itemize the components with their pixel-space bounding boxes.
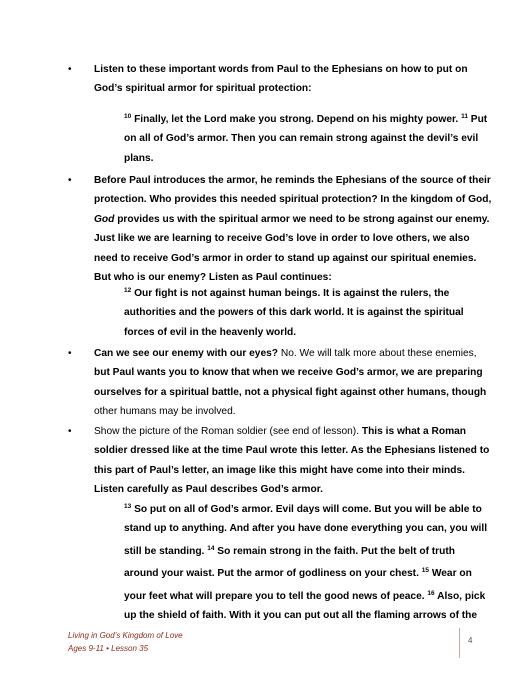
quote-1-text-a: Finally, let the Lord make you strong. Depend on his mighty power. [131,114,462,125]
paragraph-3 [94,344,486,422]
verse-number-11: 11 [461,113,468,120]
paragraph-3-answer: No. We will talk more about these enemies, [280,348,477,359]
paragraph-3-line-2: but Paul wants you to know that when we receive God’s armor, we are preparing [94,367,483,379]
paragraph-1-line-1: Listen to these important words from Paul to the Ephesians on how to put on [94,64,468,75]
verse-number-15: 15 [421,567,429,575]
quote-3-text-5a: your feet what will prepare you to tell the good news of peace. [124,590,428,602]
paragraph-2-line-3 [94,210,491,229]
page-number: 4 [468,636,473,645]
quote-3-text-5b: Also, pick [434,590,486,602]
paragraph-4-line-4: Listen carefully as Paul describes God’s armor. [94,484,323,496]
footer-divider [459,628,460,658]
quote-3-text-4b: Wear on [428,568,472,580]
quote-2-text: Our fight is not against human beings. It is against the rulers, the [131,288,450,299]
scripture-quote-2 [124,281,464,342]
paragraph-2-line-1: Before Paul introduces the armor, he reminds the Ephesians of the source of their [94,175,491,186]
footer-title: Living in God’s Kingdom of Love [68,631,183,640]
quote-3-text-4a: around your waist. Put the armor of godliness on your chest. [124,568,422,580]
paragraph-4-text: This is what a Roman [361,426,467,437]
quote-1-line-3: plans. [124,152,154,164]
paragraph-3-question: Can we see our enemy with our eyes? [94,348,281,359]
paragraph-1-line-2: God’s spiritual armor for spiritual protection: [94,83,312,95]
scripture-quote-3 [124,497,487,625]
bullet-4: • [68,426,72,437]
quote-3-line-6: up the shield of faith. With it you can put out all the flaming arrows of the [124,610,478,622]
footer-subtitle [68,643,148,655]
paragraph-1 [94,60,468,99]
verse-number-10: 10 [124,113,132,120]
quote-3-text-1: So put on all of God’s armor. Evil days will come. But you will be able to [131,504,482,515]
quote-2-line-3: forces of evil in the heavenly world. [124,326,297,338]
quote-3-text-3b: So remain strong in the faith. Put the belt of truth [214,545,455,557]
bullet-3: • [68,348,72,359]
verse-number-14: 14 [207,544,215,552]
verse-number-13: 13 [124,503,132,510]
quote-3-line-3 [124,539,487,561]
paragraph-2-line-3-rest: provides us with the spiritual armor we need to be strong against our enemy. [114,213,490,225]
bullet-2: • [68,175,72,186]
paragraph-2 [94,171,491,287]
quote-2-line-1 [124,281,464,303]
verse-number-16: 16 [427,589,435,597]
bullet-1: • [68,64,72,75]
paragraph-3-line-1 [94,344,486,363]
quote-1-text-b: Put [467,114,488,125]
paragraph-4-instruction: Show the picture of the Roman soldier (see end of lesson). [94,426,362,437]
footer-ages: Ages 9-11 [68,644,104,653]
quote-3-line-2: stand up to anything. And after you have done everything you can, you will [124,523,488,535]
quote-1-line-2: on all of God’s armor. Then you can remain strong against the devil’s evil [124,133,479,145]
paragraph-3-line-4: other humans may be involved. [94,406,236,418]
quote-1-line-1 [124,107,487,129]
paragraph-4 [94,422,489,500]
paragraph-4-line-3: this part of Paul’s letter, an image like this might have come into their minds. [94,464,465,476]
paragraph-2-line-5: need to receive God’s armor in order to stand up against our spiritual enemies. [94,252,477,264]
footer-separator: • [106,644,109,653]
paragraph-3-line-3: ourselves for a spiritual battle, not a physical fight against other humans, though [94,386,487,398]
verse-number-12: 12 [124,287,132,294]
quote-2-line-2: authorities and the powers of this dark world. It is against the spiritual [124,307,464,319]
emphasis-god: God [94,213,115,225]
quote-3-line-5 [124,584,487,606]
quote-3-line-1 [124,497,487,519]
paragraph-2-line-4: Just like we are learning to receive God’s love in order to love others, we also [94,233,470,245]
quote-3-text-3a: still be standing. [124,545,208,557]
paragraph-2-line-6: But who is our enemy? Listen as Paul continues: [94,272,332,284]
paragraph-4-line-1 [94,422,489,441]
paragraph-2-line-2: protection. Who provides this needed spiritual protection? In the kingdom of God, [94,194,492,206]
scripture-quote-1 [124,107,487,168]
paragraph-4-line-2: soldier dressed like at the time Paul wrote this letter. As the Ephesians listened to [94,445,490,457]
footer-lesson: Lesson 35 [111,644,149,653]
quote-3-line-4 [124,561,487,583]
